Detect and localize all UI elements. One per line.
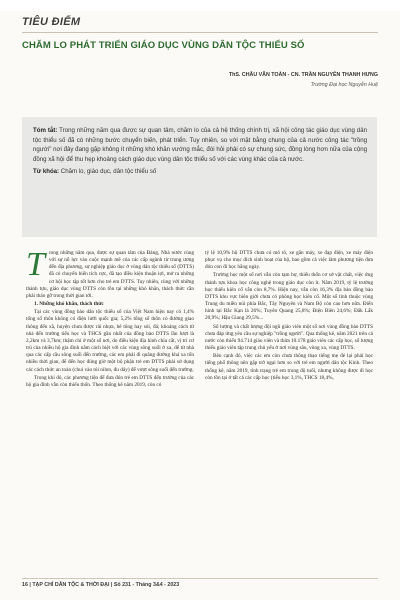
article-title: CHĂM LO PHÁT TRIỂN GIÁO DỤC VÙNG DÂN TỘC THIỂU SỐ: [22, 40, 305, 51]
body-paragraph: Số lượng và chất lượng đội ngũ giáo viên một số nơi vùng đồng bào DTTS chưa đáp ứng yêu cầu sự nghiệp "trồng người". Qua thống kê, năm 2021 trên cả nước còn thiếu 94.714 giáo viên và thừa 10.178 giáo viên các cấp học, số lượng thiếu giáo viên tập trung chủ yếu ở nơi vùng sâu, vùng xa, vùng DTTS.: [205, 323, 373, 352]
abstract-paragraph: [33, 126, 367, 164]
page-footer: 16 | TẠP CHÍ DÂN TỘC & THỜI ĐẠI | Số 231 - Tháng 3&4 - 2023: [22, 582, 180, 588]
author-affiliation: Trường Đại học Nguyễn Huệ: [310, 82, 378, 88]
abstract-text: Trong những năm qua được sự quan tâm, chăm lo của cả hệ thống chính trị, xã hội công tác giáo dục vùng dân tộc thiểu số đã có những bước chuyển biến, phát triển. Tuy nhiên, so với mặt bằng chung của cả nước công tác "trồng người" nơi đây đang gặp không ít những khó khăn vướng mắc, đòi hỏi phải có sự chung sức, đồng lòng hơn nữa của cộng đồng xã hội để thu hẹp khoảng cách giáo dục vùng dân tộc thiểu số với các vùng khác của cả nước.: [33, 127, 367, 163]
footer-divider: [22, 578, 378, 579]
body-paragraph: Trường học một số nơi vẫn còn tạm bợ, thiếu thốn cơ sở vật chất, việc ứng thành tựu khoa học công nghệ trong giáo dục còn ít. Năm 2019, tỷ lệ trường học thiếu kiên cố vẫn còn 8,7%. Hiện nay, vẫn còn 16,3% địa bàn đồng bào DTTS khu vực biên giới chưa có phòng học kiên cố. Một số tỉnh thuộc vùng Trung du miền núi phía Bắc, Tây Nguyên và Nam Bộ còn cao hơn nữa. Điển hình tại Bắc Kạn là 26%; Tuyên Quang 25,8%; Điện Biên 24,6%; Đắk Lắk 20,9%; Hậu Giang 29,5%...: [205, 272, 373, 322]
author-block: [229, 72, 378, 88]
section-label: TIÊU ĐIỂM: [22, 16, 81, 28]
body-column-left: [26, 246, 194, 390]
abstract-box: [22, 117, 377, 237]
intro-text: rong những năm qua, được sự quan tâm của Đảng, Nhà nước cùng với sự nỗ lực vào cuộc mạnh mẽ của các cấp ngành từ trung ương đến địa phương, sự nghiệp giáo dục ở vùng dân tộc thiểu số (DTTS) đã có chuyển biến tích cực, đã tạo điều kiện thuận lợi, mở ra những cơ hội học tập tốt hơn cho trẻ em DTTS. Tuy nhiên, cùng với những thành tựu, giáo dục vùng DTTS còn tồn tại những khó khăn, thách thức cần phải tháo gỡ trong thời gian tới.: [26, 250, 194, 299]
section-divider: [22, 32, 378, 33]
abstract-label: Tóm tắt:: [33, 127, 58, 134]
body-paragraph: Trong khi đó, các phương tiện để đưa đón trẻ em DTTS đến trường của các hộ gia đình vẫn còn thiếu thốn. Theo thống kê năm 2019, còn có: [26, 374, 194, 388]
intro-paragraph: [26, 246, 194, 300]
body-paragraph: Tại các vùng đồng bào dân tộc thiểu số của Việt Nam hiện nay có 1,4% tổng số thôn không có điện lưới quốc gia; 5,2% tổng số thôn có đường giao thông đến xã, huyện chưa được rải nhựa, bê tông hay sỏi, đá; khoảng cách từ nhà đến trường tiểu học và THCS gần nhất của đồng bào DTTS lần lượt là 2,2km và 3,7km; thậm chí ở một số nơi, do điều kiện địa hình chia cắt, vị trí cư trú của nhiều hộ gia đình nằm cách biệt với các vùng sông suối ở xa, để từ nhà qua các cấp cầu sông suối đến trường, các em phải đi quãng đường khá xa tốn nhiều thời gian, để đến học đúng giờ một bộ phận trẻ em DTTS phải sử dụng các cách thức an toàn (chui vào túi nilon, đu dây) để vượt sông suối đến trường.: [26, 309, 194, 373]
body-paragraph: tỷ lệ 10,9% hộ DTTS chưa có mô tô, xe gắn máy, xe đạp điện, xe máy điện phục vụ cho mục đích sinh hoạt của hộ, bao gồm cả việc làm phương tiện đưa đón con đi học hằng ngày.: [205, 250, 373, 271]
keywords-line: [33, 167, 367, 177]
body-paragraph: Bên cạnh đó, việc các em còn chưa thông thạo tiếng mẹ đẻ lại phải học tiếng phổ thông nên gặp trở ngại hơn so với trẻ em người dân tộc Kinh. Theo thống kê, năm 2019, tình trạng trẻ em trong độ tuổi, nhưng không được đi học còn tồn tại ở tất cả các cấp học (tiểu học 3,1%, THCS 18,4%,: [205, 353, 373, 381]
body-column-right: [205, 250, 373, 383]
keywords-text: Chăm lo, giáo dục, dân tộc thiểu số: [60, 168, 157, 176]
author-names: ThS. CHÂU VĂN TOÀN - CN. TRẦN NGUYỄN THANH HƯNG: [228, 72, 378, 78]
section-heading: 1. Những khó khăn, thách thức: [34, 301, 104, 308]
top-strip: [0, 0, 400, 11]
drop-cap: T: [26, 246, 45, 283]
keywords-label: Từ khóa:: [33, 168, 60, 176]
